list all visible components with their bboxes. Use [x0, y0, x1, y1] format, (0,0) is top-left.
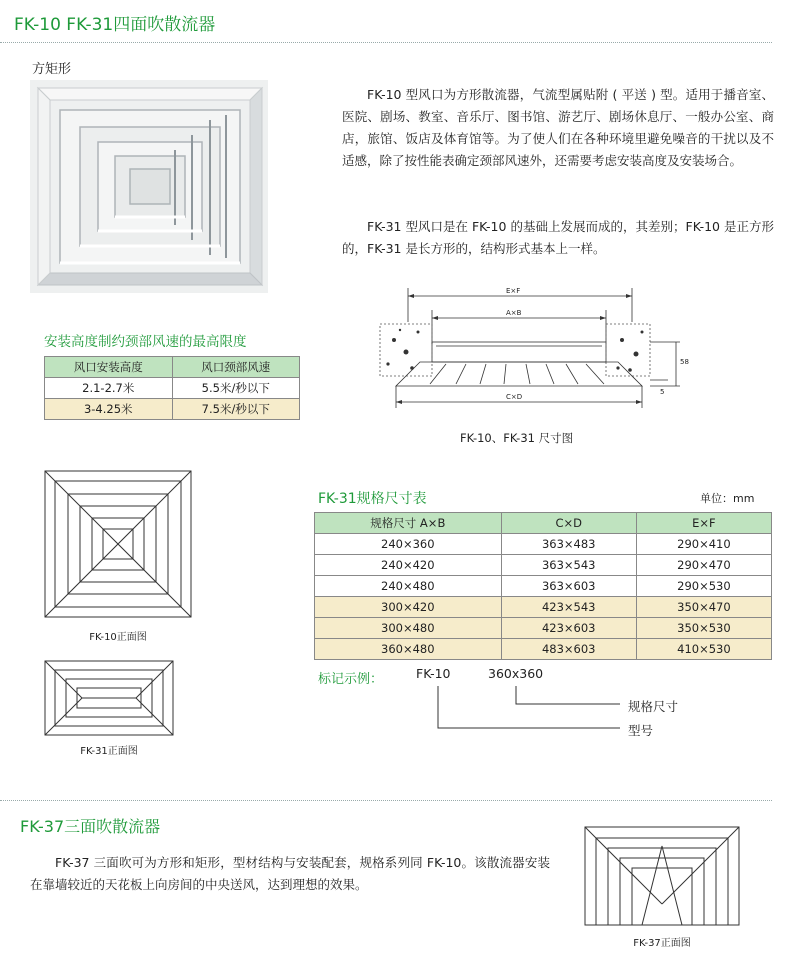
- table-row: [315, 618, 772, 639]
- table-cell: 290×470: [636, 555, 771, 576]
- table-cell: 240×480: [315, 576, 502, 597]
- divider: [0, 42, 772, 43]
- dim-5-label: 5: [660, 388, 665, 396]
- divider: [0, 800, 772, 801]
- table-cell: 360×480: [315, 639, 502, 660]
- table-row: [45, 378, 300, 399]
- fk37-title: FK-37三面吹散流器: [20, 817, 161, 836]
- fk31-front-view: [44, 660, 174, 736]
- table-row: [315, 534, 772, 555]
- speed-table-title: 安装高度制约颈部风速的最高限度: [44, 334, 247, 350]
- table-cell: 240×420: [315, 555, 502, 576]
- intro-paragraph-1: FK-10 型风口为方形散流器，气流型属贴附 ( 平送 ) 型。适用于播音室、医院、剧场、教室、音乐厅、图书馆、游艺厅、剧场休息厅、一般办公室、商店，旅馆、饭店及体育馆等。为了使人们在各种环境里避免噪音的干扰以及不适感，除了按性能表确定颈部风速外，还需要考虑安装高度及安装场合。: [342, 87, 774, 168]
- fk31-front-caption: FK-31正面图: [80, 746, 138, 757]
- size-table-unit: 单位：mm: [700, 492, 755, 505]
- table-header-row: [45, 357, 300, 378]
- section-drawing: [360, 282, 690, 422]
- marking-title: 标记示例：: [318, 672, 384, 687]
- table-row: [315, 639, 772, 660]
- size-table: [314, 512, 772, 660]
- table-header: 风口安装高度: [45, 357, 173, 378]
- table-cell: 240×360: [315, 534, 502, 555]
- diffuser-photo: [30, 80, 268, 293]
- table-cell: 350×530: [636, 618, 771, 639]
- table-cell: 363×483: [501, 534, 636, 555]
- table-cell: 363×603: [501, 576, 636, 597]
- fk10-front-caption: FK-10正面图: [89, 632, 147, 643]
- table-cell: 350×470: [636, 597, 771, 618]
- table-cell: 300×420: [315, 597, 502, 618]
- dim-ab-label: A×B: [506, 309, 522, 317]
- marking-leader-lines: [430, 684, 630, 744]
- table-row: [45, 399, 300, 420]
- dim-cd-label: C×D: [506, 393, 523, 401]
- photo-label: 方矩形: [32, 62, 72, 77]
- table-header: 规格尺寸 A×B: [315, 513, 502, 534]
- table-cell: 423×603: [501, 618, 636, 639]
- table-cell: 3-4.25米: [45, 399, 173, 420]
- table-cell: 7.5米/秒以下: [172, 399, 300, 420]
- table-cell: 300×480: [315, 618, 502, 639]
- intro-paragraph-2: FK-31 型风口是在 FK-10 的基础上发展而成的，其差别；FK-10 是正方形的，FK-31 是长方形的，结构形式基本上一样。: [342, 219, 774, 256]
- table-header: 风口颈部风速: [172, 357, 300, 378]
- table-header-row: [315, 513, 772, 534]
- marking-model-label: 型号: [628, 723, 654, 738]
- table-cell: 2.1-2.7米: [45, 378, 173, 399]
- table-row: [315, 597, 772, 618]
- dim-ef-label: E×F: [506, 287, 521, 295]
- marking-size-label: 规格尺寸: [628, 699, 679, 714]
- size-table-title: FK-31规格尺寸表: [318, 491, 427, 507]
- table-cell: 410×530: [636, 639, 771, 660]
- fk37-front-view: [584, 826, 740, 926]
- table-header: C×D: [501, 513, 636, 534]
- marking-model: FK-10: [416, 666, 451, 681]
- table-cell: 290×410: [636, 534, 771, 555]
- fk10-front-view: [44, 470, 192, 618]
- page-title: FK-10 FK-31四面吹散流器: [14, 15, 216, 35]
- table-row: [315, 555, 772, 576]
- speed-table: [44, 356, 300, 420]
- fk37-front-caption: FK-37正面图: [633, 938, 691, 949]
- table-header: E×F: [636, 513, 771, 534]
- table-cell: 423×543: [501, 597, 636, 618]
- marking-size: 360x360: [488, 666, 544, 681]
- table-cell: 5.5米/秒以下: [172, 378, 300, 399]
- dim-height-label: 58: [680, 358, 689, 366]
- table-cell: 290×530: [636, 576, 771, 597]
- table-cell: 483×603: [501, 639, 636, 660]
- fk37-paragraph: FK-37 三面吹可为方形和矩形，型材结构与安装配套，规格系列同 FK-10。该散流器安装在靠墙较近的天花板上向房间的中央送风，达到理想的效果。: [30, 855, 550, 892]
- table-cell: 363×543: [501, 555, 636, 576]
- section-drawing-caption: FK-10、FK-31 尺寸图: [460, 431, 574, 445]
- table-row: [315, 576, 772, 597]
